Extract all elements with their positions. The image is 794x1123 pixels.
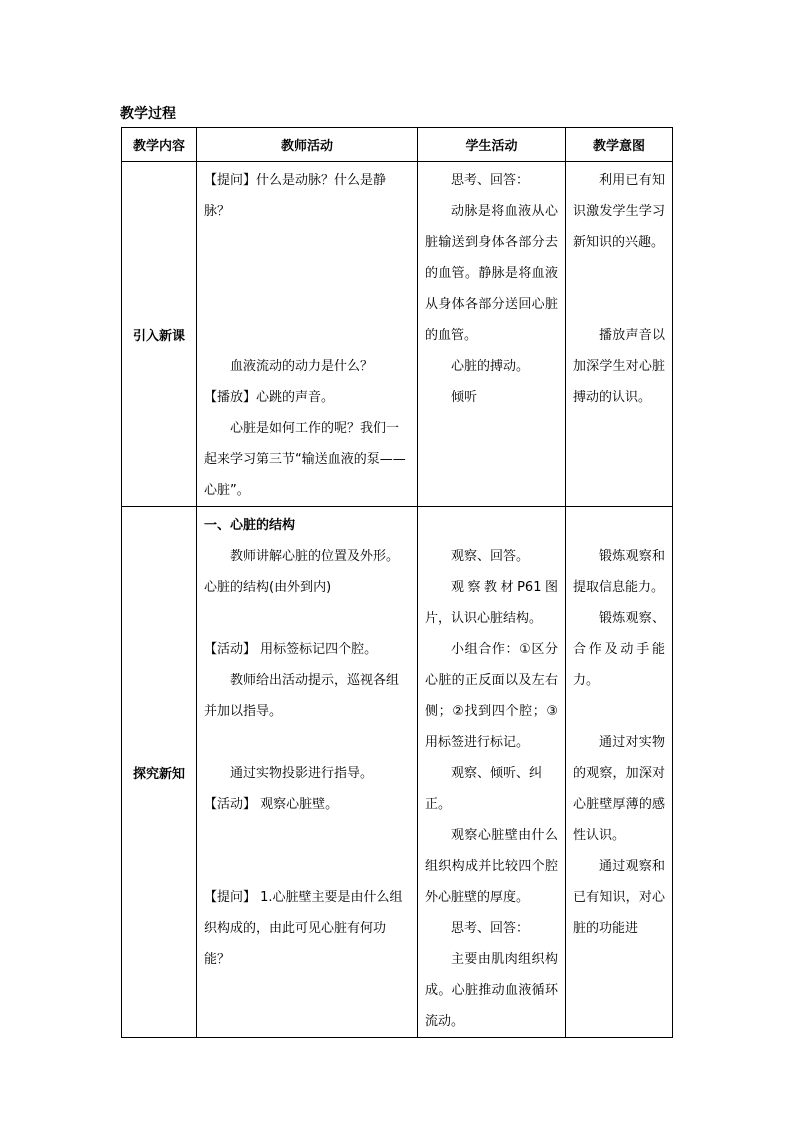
student-text: 动脉是将血液从心脏输送到身体各部分去的血管。静脉是将血液从身体各部分送回心脏的血管。	[425, 204, 558, 343]
intent-cell	[566, 162, 673, 507]
teacher-cell	[197, 507, 418, 1038]
table-header-row	[122, 128, 673, 162]
teacher-text: 【播放】心跳的声音。	[204, 390, 335, 405]
intent-text: 锻炼观察、合作及动手能力。	[573, 611, 665, 688]
student-cell	[418, 162, 566, 507]
header-intent: 教学意图	[566, 128, 673, 162]
teacher-text: 心脏的结构(由外到内)	[204, 580, 332, 595]
student-text: 观察教材P61图片，认识心脏结构。	[425, 580, 558, 626]
section-title: 教学过程	[120, 106, 176, 122]
teacher-text: 通过实物投影进行指导。	[230, 766, 374, 781]
row-content: 探究新知	[122, 507, 197, 1038]
student-text: 观察心脏壁由什么组织构成并比较四个腔外心脏壁的厚度。	[425, 828, 558, 905]
teacher-text: 【活动】 观察心脏壁。	[204, 797, 339, 812]
header-teacher: 教师活动	[197, 128, 418, 162]
student-text: 观察、回答。	[451, 549, 530, 564]
teacher-cell	[197, 162, 418, 507]
intent-text: 通过观察和已有知识，对心脏的功能进	[573, 859, 665, 936]
teacher-text: 血液流动的动力是什么？	[230, 359, 374, 374]
table-row	[122, 507, 673, 1038]
header-content: 教学内容	[122, 128, 197, 162]
student-text: 心脏的搏动。	[451, 359, 530, 374]
intent-text: 播放声音以加深学生对心脏搏动的认识。	[573, 328, 665, 405]
teaching-process-table	[121, 127, 673, 1038]
intent-text: 利用已有知识激发学生学习新知识的兴趣。	[573, 173, 665, 250]
teacher-text: 【提问】什么是动脉？什么是静脉？	[204, 173, 387, 219]
table-row	[122, 162, 673, 507]
row-content: 引入新课	[122, 162, 197, 507]
student-cell	[418, 507, 566, 1038]
header-student: 学生活动	[418, 128, 566, 162]
student-text: 小组合作：①区分心脏的正反面以及左右侧；②找到四个腔；③用标签进行标记。	[425, 642, 558, 750]
teacher-text: 心脏是如何工作的呢？我们一起来学习第三节“输送血液的泵——心脏”。	[204, 421, 406, 498]
student-text: 思考、回答：	[451, 173, 530, 188]
intent-text: 通过对实物的观察，加深对心脏壁厚薄的感性认识。	[573, 735, 665, 843]
teacher-text: 教师给出活动提示，巡视各组并加以指导。	[204, 673, 400, 719]
student-text: 思考、回答：	[451, 921, 530, 936]
teacher-text: 教师讲解心脏的位置及外形。	[230, 549, 400, 564]
student-text: 观察、倾听、纠正。	[425, 766, 543, 812]
student-text: 倾听	[451, 390, 478, 405]
student-text: 主要由肌肉组织构成。心脏推动血液循环流动。	[425, 952, 558, 1029]
teacher-heading: 一、心脏的结构	[204, 518, 296, 533]
teacher-text: 【活动】 用标签标记四个腔。	[204, 642, 378, 657]
intent-text: 锻炼观察和提取信息能力。	[573, 549, 665, 595]
intent-cell	[566, 507, 673, 1038]
teacher-text: 【提问】 1.心脏壁主要是由什么组织构成的，由此可见心脏有何功能？	[204, 890, 403, 967]
